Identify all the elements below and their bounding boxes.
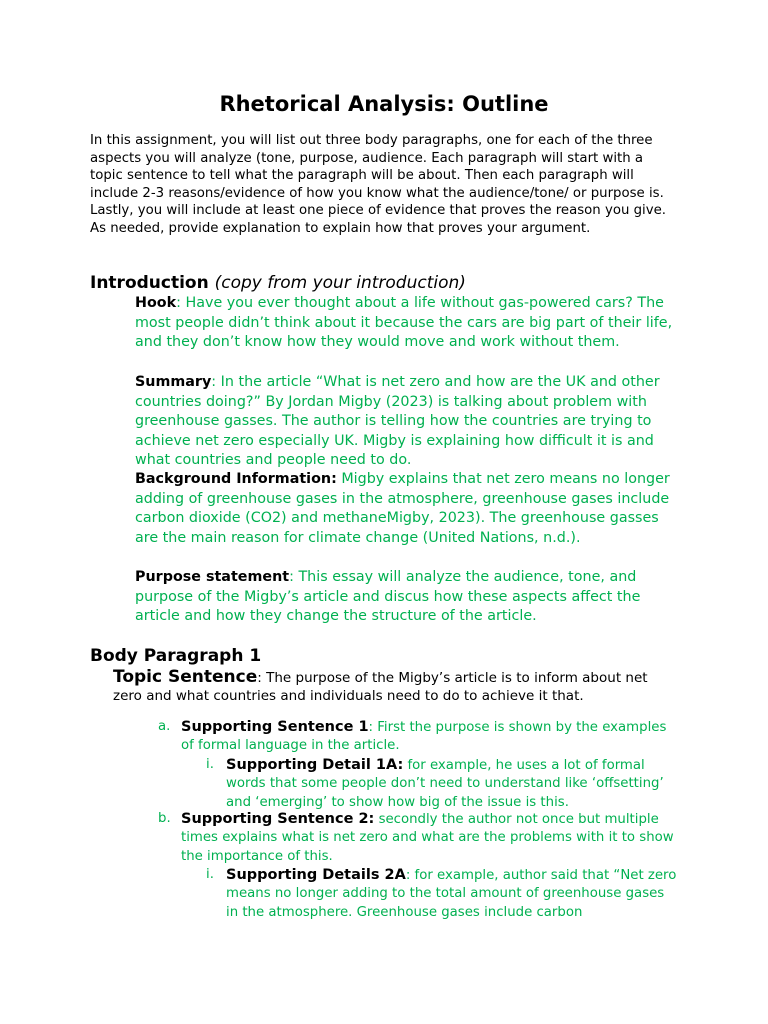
introduction-note: (copy from your introduction): [214, 273, 466, 293]
supporting-detail-1a-label: Supporting Detail 1A:: [226, 757, 404, 773]
topic-sentence-text: : The purpose of the Migby’s article is to inform about net zero and what countries and individuals need to do to achieve it that.: [113, 670, 648, 705]
background-label: Background Information:: [135, 471, 337, 487]
body-paragraph-1-heading: Body Paragraph 1: [90, 646, 262, 666]
summary-label: Summary: [135, 374, 212, 390]
list-marker: a.: [158, 719, 171, 734]
introduction-heading: [90, 273, 466, 293]
list-item: [158, 718, 680, 756]
supporting-details-2a-text: : for example, author said that “Net zero means no longer adding to the total amount of greenhouse gases in the atmosphere. Greenhouse gases include carbon: [226, 868, 677, 920]
hook-label: Hook: [135, 295, 177, 311]
supporting-sentence-1-text: : First the purpose is shown by the examples of formal language in the article.: [181, 720, 667, 754]
topic-sentence-block: [113, 668, 680, 706]
purpose-text: : This essay will analyze the audience, tone, and purpose of the Migby’s article and discus how these aspects affect the article and how they change the structure of the article.: [135, 569, 641, 625]
supporting-sentence-1-label: Supporting Sentence 1: [181, 719, 369, 735]
purpose-label: Purpose statement: [135, 569, 290, 585]
background-text: Migby explains that net zero means no longer adding of greenhouse gases in the atmosphere, greenhouse gases include carbon dioxide (CO2) and methaneMigby, 2023). The greenhouse gasses are the main reason for climate change (United Nations, n.d.).: [135, 471, 670, 546]
list-item: [206, 866, 680, 922]
introduction-heading-text: Introduction: [90, 273, 209, 293]
background-block: [135, 470, 680, 548]
supporting-detail-1a-text: for example, he uses a lot of formal words that some people don’t need to understand like ‘offsetting’ and ‘emerging’ to show how big of the issue is this.: [226, 758, 664, 810]
supporting-details-2a-label: Supporting Details 2A: [226, 867, 406, 883]
purpose-block: [135, 568, 680, 627]
list-item: [158, 810, 680, 866]
list-marker: b.: [158, 811, 171, 826]
assignment-instructions: In this assignment, you will list out three body paragraphs, one for each of the three aspects you will analyze (tone, purpose, audience. Each paragraph will start with a topic sentence to tell what the paragraph will be about. Then each paragraph will include 2-3 reasons/evidence of how you know what the audience/tone/ or purpose is. Lastly, you will include at least one piece of evidence that proves the reason you give. As needed, provide explanation to explain how that proves your argument.: [90, 133, 667, 236]
hook-text: : Have you ever thought about a life without gas-powered cars? The most people didn’t think about it because the cars are big part of their life, and they don’t know how they would move and work without them.: [135, 295, 673, 351]
topic-sentence-label: Topic Sentence: [113, 667, 258, 687]
list-marker: i.: [206, 867, 214, 882]
document-title: Rhetorical Analysis: Outline: [219, 92, 549, 116]
supporting-sentence-2-label: Supporting Sentence 2:: [181, 811, 375, 827]
list-marker: i.: [206, 757, 214, 772]
summary-block: [135, 373, 680, 471]
summary-text: : In the article “What is net zero and how are the UK and other countries doing?” By Jordan Migby (2023) is talking about problem with greenhouse gasses. The author is telling how the countries are trying to achieve net zero especially UK. Migby is explaining how difficult it is and what countries and people need to do.: [135, 374, 660, 469]
hook-block: [135, 294, 680, 353]
list-item: [206, 756, 680, 812]
supporting-sentence-2-text: secondly the author not once but multiple times explains what is net zero and what are the problems with it to show the importance of this.: [181, 812, 674, 864]
